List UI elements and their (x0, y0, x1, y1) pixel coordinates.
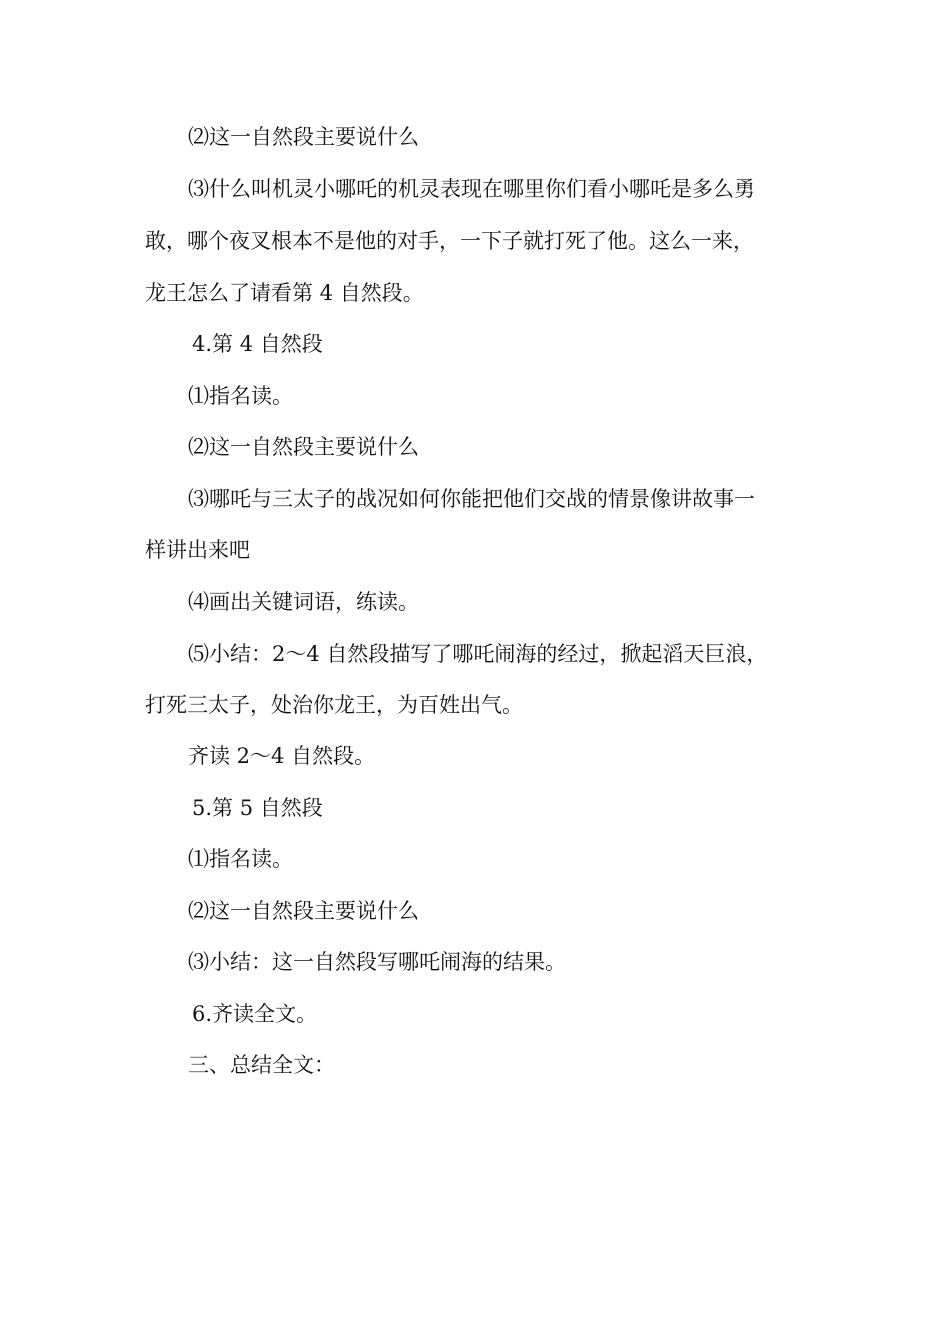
section-heading: 三、总结全文： (188, 1053, 335, 1077)
paragraph-line: ⑵这一自然段主要说什么 (188, 435, 419, 459)
paragraph-line: ⑶什么叫机灵小哪吒的机灵表现在哪里你们看小哪吒是多么勇 (188, 177, 755, 201)
paragraph-line: 齐读 2～4 自然段。 (188, 744, 376, 768)
section-heading: 6.齐读全文。 (192, 1002, 318, 1026)
paragraph-line: ⑶哪吒与三太子的战况如何你能把他们交战的情景像讲故事一 (188, 487, 755, 511)
paragraph-line: 样讲出来吧 (145, 538, 250, 562)
paragraph-line: ⑸小结：2～4 自然段描写了哪吒闹海的经过，掀起滔天巨浪， (188, 642, 768, 666)
section-heading: 4.第 4 自然段 (192, 332, 323, 356)
paragraph-line: ⑵这一自然段主要说什么 (188, 125, 419, 149)
paragraph-line: 敢，哪个夜叉根本不是他的对手，一下子就打死了他。这么一来， (145, 229, 754, 253)
paragraph-line: ⑴指名读。 (188, 847, 293, 871)
paragraph-line: ⑷画出关键词语，练读。 (188, 590, 419, 614)
paragraph-line: 打死三太子，处治你龙王，为百姓出气。 (145, 693, 523, 717)
paragraph-line: ⑶小结：这一自然段写哪吒闹海的结果。 (188, 950, 566, 974)
section-heading: 5.第 5 自然段 (192, 796, 323, 820)
paragraph-line: 龙王怎么了请看第 4 自然段。 (145, 281, 424, 305)
paragraph-line: ⑴指名读。 (188, 384, 293, 408)
paragraph-line: ⑵这一自然段主要说什么 (188, 899, 419, 923)
